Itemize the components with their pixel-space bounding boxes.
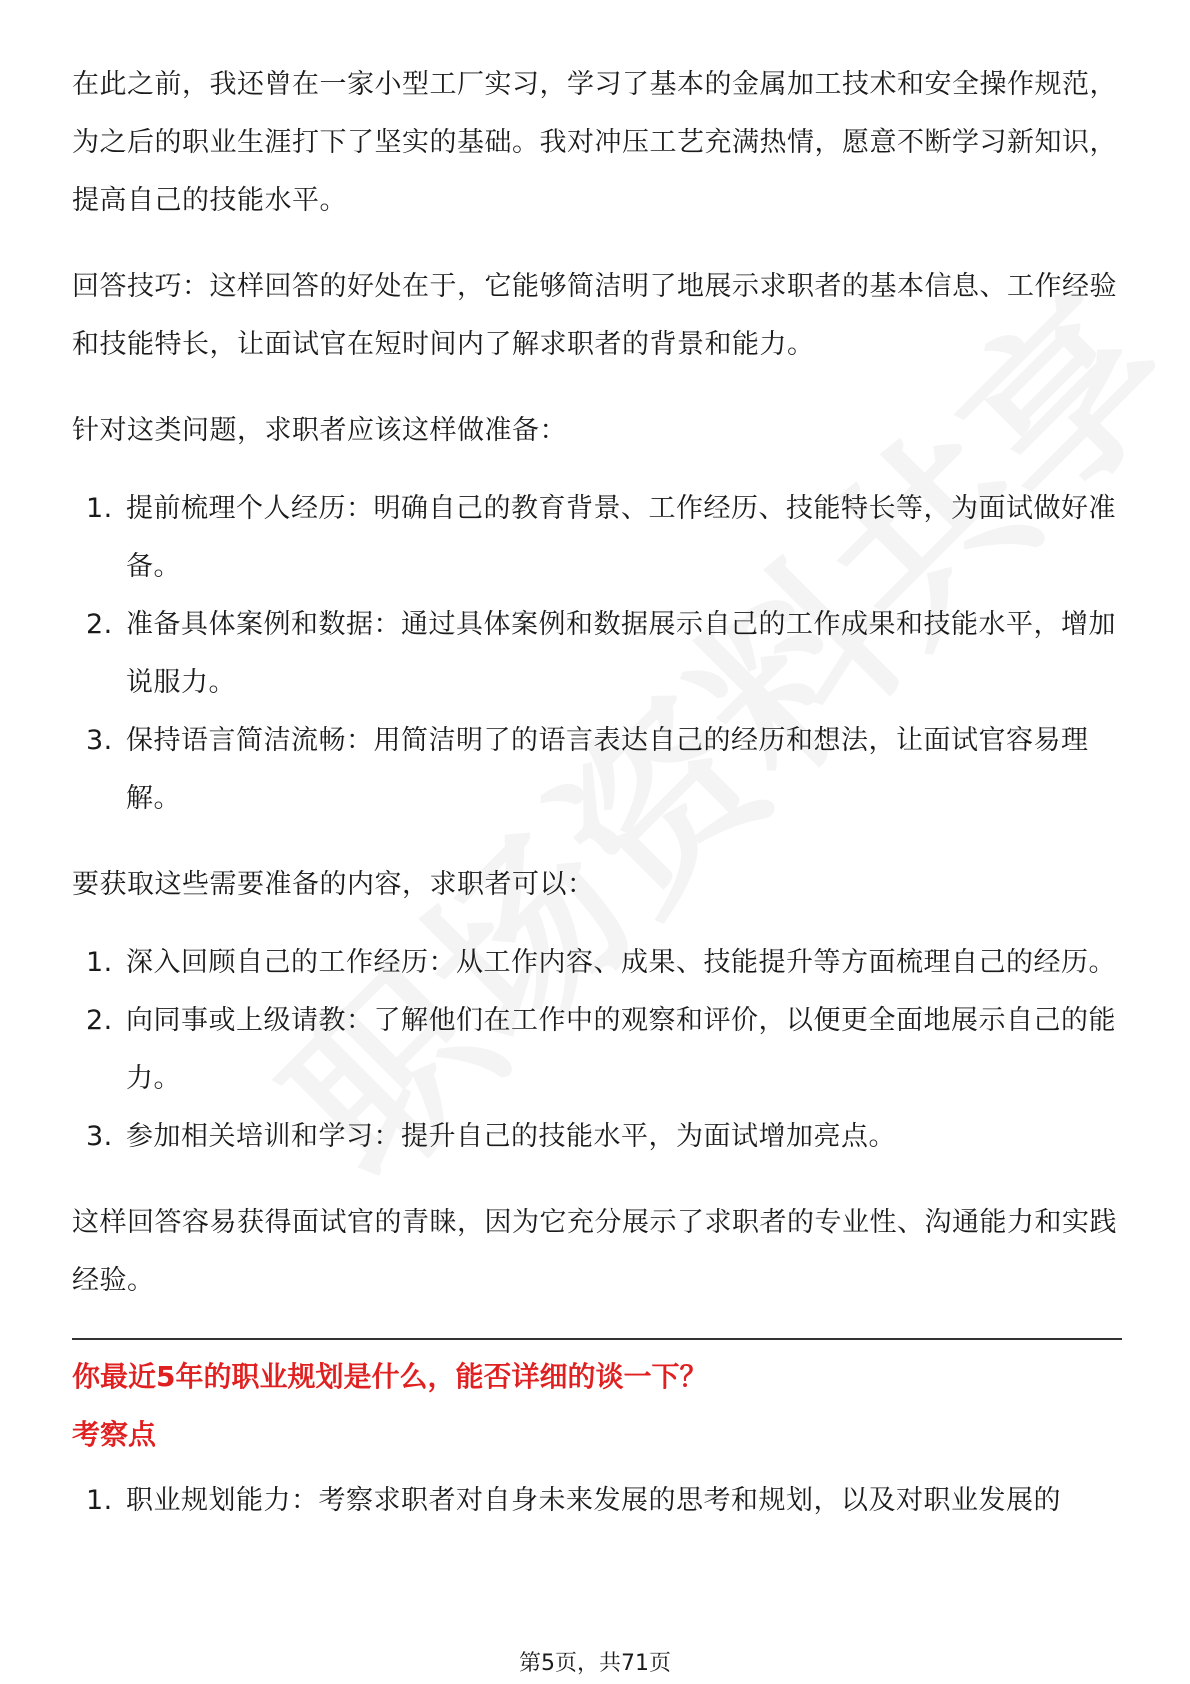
list-number: 3.	[86, 725, 113, 756]
list-item	[72, 1108, 1122, 1166]
list-text: 职业规划能力：考察求职者对自身未来发展的思考和规划，以及对职业发展的	[126, 1485, 1061, 1516]
list-text: 向同事或上级请教：了解他们在工作中的观察和评价，以便更全面地展示自己的能力。	[126, 1005, 1116, 1094]
list-item	[72, 934, 1122, 992]
document-body	[72, 56, 1122, 1558]
list-number: 1.	[86, 947, 113, 978]
answer-tip-paragraph: 回答技巧：这样回答的好处在于，它能够简洁明了地展示求职者的基本信息、工作经验和技能特长，让面试官在短时间内了解求职者的背景和能力。	[72, 271, 1117, 360]
assessment-list	[72, 1472, 1122, 1530]
section-heading: 考察点	[72, 1418, 157, 1451]
paragraph: 这样回答容易获得面试官的青睐，因为它充分展示了求职者的专业性、沟通能力和实践经验。	[72, 1207, 1117, 1296]
list-number: 2.	[86, 609, 113, 640]
list-item	[72, 1472, 1122, 1530]
list-number: 3.	[86, 1121, 113, 1152]
page-number: 第5页，共71页	[519, 1651, 671, 1676]
list-item	[72, 712, 1122, 828]
question-title: 你最近5年的职业规划是什么，能否详细的谈一下？	[72, 1360, 708, 1393]
list-number: 2.	[86, 1005, 113, 1036]
paragraph: 针对这类问题，求职者应该这样做准备：	[72, 415, 567, 446]
list-text: 提前梳理个人经历：明确自己的教育背景、工作经历、技能特长等，为面试做好准备。	[126, 493, 1116, 582]
list-item	[72, 596, 1122, 712]
list-item	[72, 480, 1122, 596]
paragraph: 要获取这些需要准备的内容，求职者可以：	[72, 869, 595, 900]
section-divider	[72, 1338, 1122, 1340]
list-number: 1.	[86, 1485, 113, 1516]
list-text: 准备具体案例和数据：通过具体案例和数据展示自己的工作成果和技能水平，增加说服力。	[126, 609, 1116, 698]
list-text: 深入回顾自己的工作经历：从工作内容、成果、技能提升等方面梳理自己的经历。	[126, 947, 1116, 978]
list-item	[72, 992, 1122, 1108]
paragraph: 在此之前，我还曾在一家小型工厂实习，学习了基本的金属加工技术和安全操作规范，为之后的职业生涯打下了坚实的基础。我对冲压工艺充满热情，愿意不断学习新知识，提高自己的技能水平。	[72, 69, 1117, 216]
list-text: 参加相关培训和学习：提升自己的技能水平，为面试增加亮点。	[126, 1121, 896, 1152]
list-text: 保持语言简洁流畅：用简洁明了的语言表达自己的经历和想法，让面试官容易理解。	[126, 725, 1089, 814]
preparation-list	[72, 480, 1122, 828]
list-number: 1.	[86, 493, 113, 524]
content-list	[72, 934, 1122, 1166]
